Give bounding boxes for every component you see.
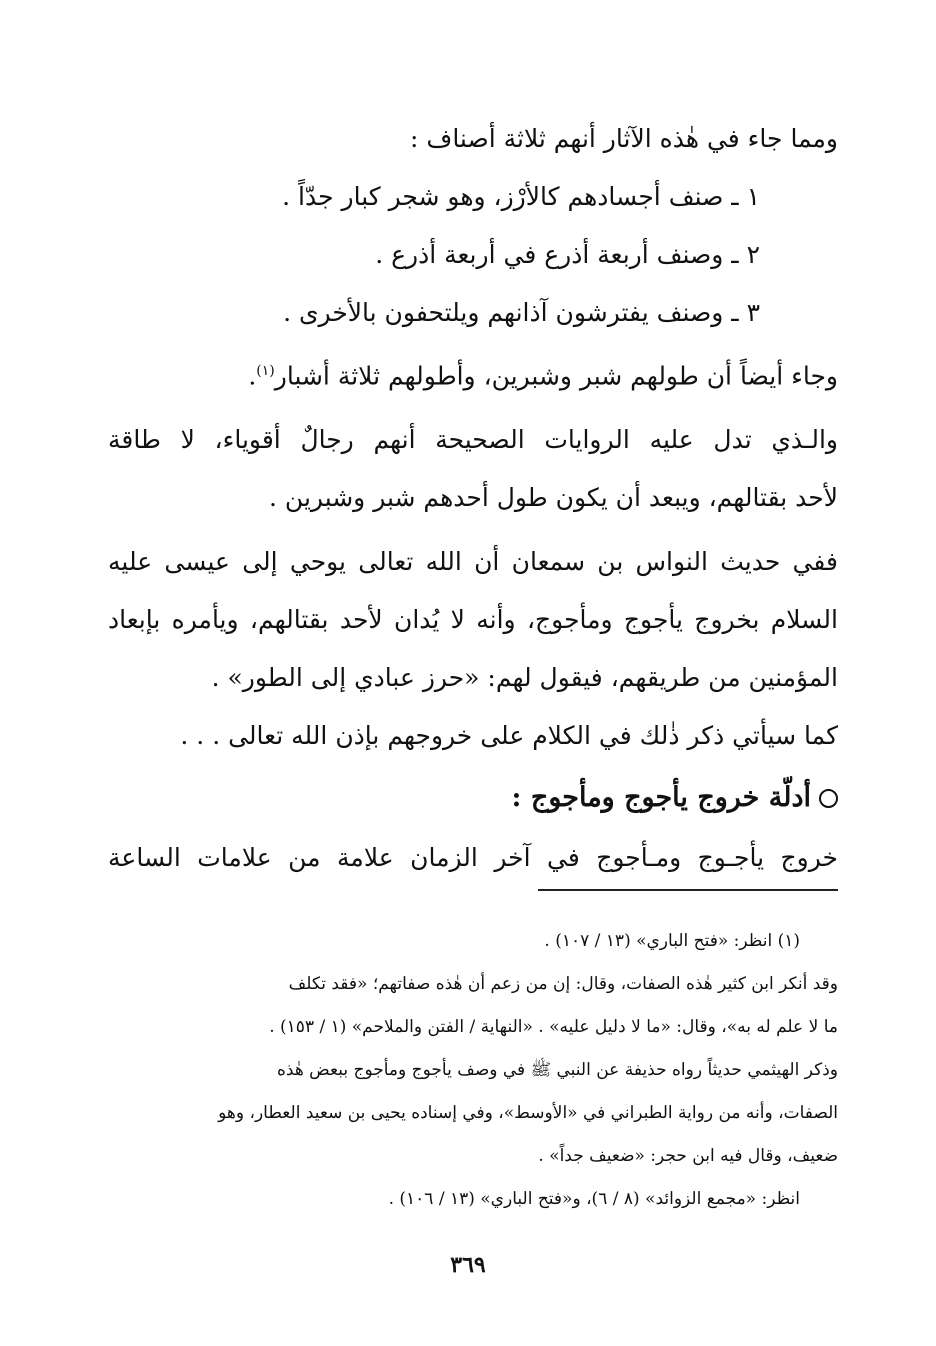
footnote-1: (١) انظر: «فتح الباري» (١٣ / ١٠٧) . — [544, 931, 800, 951]
footnote-line-2: وقد أنكر ابن كثير هٰذه الصفات، وقال: إن من زعم أن هٰذه صفاتهم؛ «فقد تكلف — [288, 974, 838, 994]
footnote-line-4: وذكر الهيثمي حديثاً رواه حذيفة عن النبي ﷺ في وصف يأجوج ومأجوج ببعض هٰذه — [276, 1060, 838, 1080]
footnotes — [108, 920, 838, 1221]
footnote-line-7: انظر: «مجمع الزوائد» (٨ / ٦)، و«فتح الباري» (١٣ / ١٠٦) . — [388, 1189, 800, 1209]
paragraph-2-line-1: ففي حديث النواس بن سمعان أن الله تعالى يوحي إلى عيسى عليه — [108, 547, 838, 577]
footnote-line-5: الصفات، وأنه من رواية الطبراني في «الأوسط»، وفي إسناده يحيى بن سعيد العطار، وهو — [218, 1103, 838, 1123]
list-item-3: ٣ ـ وصنف يفترشون آذانهم ويلتحفون بالأخرى . — [283, 298, 760, 327]
paragraph-3: كما سيأتي ذكر ذٰلك في الكلام على خروجهم بإذن الله تعالى . . . — [180, 721, 838, 751]
intro-line: ومما جاء في هٰذه الآثار أنهم ثلاثة أصناف : — [410, 124, 838, 153]
paragraph-1-line-1: والـذي تدل عليه الروايات الصحيحة أنهم رجالٌ أقوياء، لا طاقة — [108, 425, 839, 455]
paragraph-2-line-3: المؤمنين من طريقهم، فيقول لهم: «حرز عبادي إلى الطور» . — [211, 663, 838, 693]
height-end: . — [248, 361, 257, 391]
footnote-line-3: ما لا علم له به»، وقال: «ما لا دليل عليه» . «النهاية / الفتن والملاحم» (١ / ١٥٣) . — [269, 1017, 838, 1037]
main-text — [108, 110, 838, 887]
paragraph-4: خروج يأجـوج ومـأجوج في آخر الزمان علامة من علامات الساعة — [108, 843, 838, 873]
paragraph-1-line-2: لأحد بقتالهم، ويبعد أن يكون طول أحدهم شبر وشبرين . — [269, 483, 838, 513]
height-text: وجاء أيضاً أن طولهم شبر وشبرين، وأطولهم ثلاثة أشبار — [274, 361, 838, 391]
footnote-line-6: ضعيف، وقال فيه ابن حجر: «ضعيف جداً» . — [538, 1146, 838, 1166]
section-heading — [108, 767, 838, 829]
height-line — [108, 342, 838, 405]
list-item-2: ٢ ـ وصنف أربعة أذرع في أربعة أذرع . — [375, 240, 760, 269]
footnote-ref[interactable]: (١) — [256, 363, 275, 379]
paragraph-2-line-2: السلام بخروج يأجوج ومأجوج، وأنه لا يُدان لأحد بقتالهم، ويأمره بإبعاد — [108, 605, 838, 635]
list-item-1: ١ ـ صنف أجسادهم كالأرْز، وهو شجر كبار جدّاً . — [282, 182, 760, 211]
section-heading-text: أدلّة خروج يأجوج ومأجوج : — [511, 782, 811, 814]
page-number: ٣٦٩ — [450, 1252, 486, 1278]
footnote-divider — [538, 889, 838, 891]
circle-bullet-icon — [819, 789, 838, 808]
